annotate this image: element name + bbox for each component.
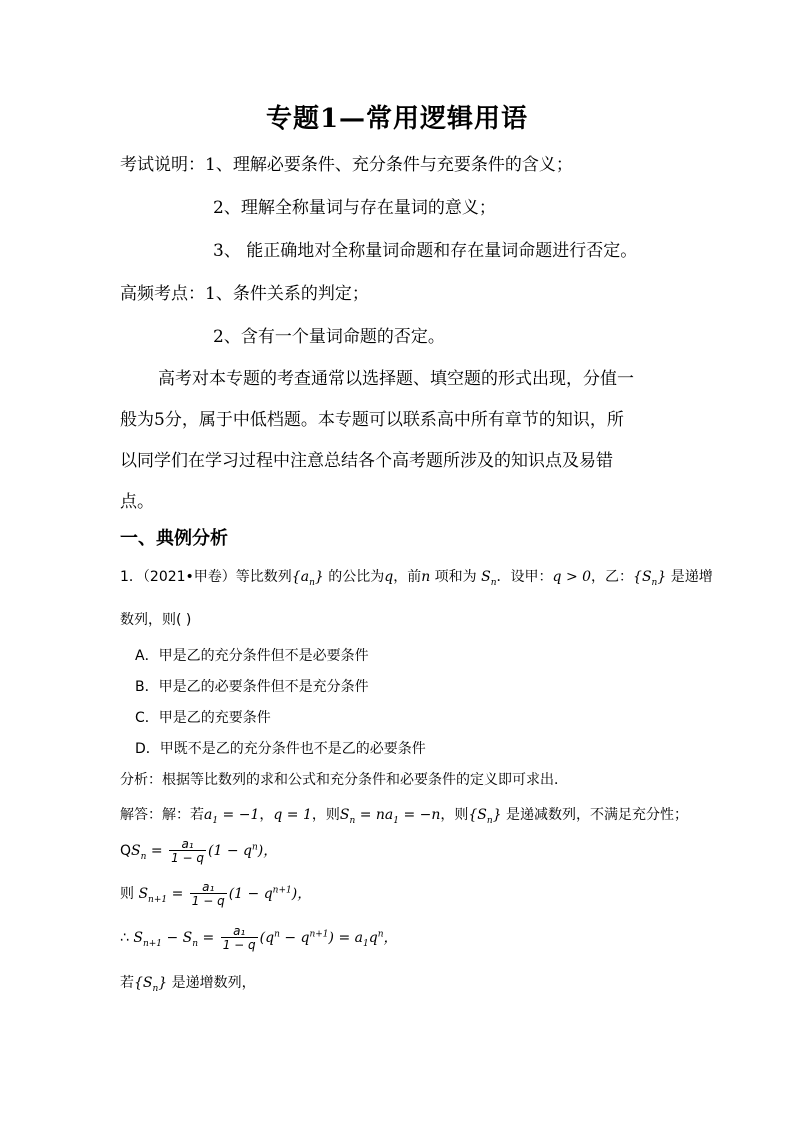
math-a1: $a_1 = -1$ — [204, 807, 260, 826]
formula-2: 则 $S_{n+1}$ = $\frac{\text{a₁}}{1 - q}$ $(1 - q^{n+1})$， — [120, 880, 312, 908]
question-text: 的公比为 — [323, 569, 385, 585]
intro-line: 般为5分，属于中低档题。本专题可以联系高中所有章节的知识，所 — [120, 410, 624, 430]
option-d: D．甲既不是乙的充分条件也不是乙的必要条件 — [135, 741, 426, 757]
question-text: ，前 — [393, 569, 422, 585]
solution-last-line: 若$\{S_n\}$ 是递增数列， — [120, 975, 256, 994]
math-cond-yi: $\{S_n\}$ — [633, 569, 667, 588]
math-sn: $S_n$ — [481, 569, 497, 588]
question-prefix: 1．（2021•甲卷）等比数列 — [120, 569, 292, 585]
question-text: ．设甲： — [496, 569, 553, 585]
high-freq-line-1 — [120, 279, 369, 304]
option-b: B．甲是乙的必要条件但不是充分条件 — [135, 679, 369, 695]
exam-desc-label: 考试说明： — [120, 155, 205, 175]
section-heading: 一、典例分析 — [120, 528, 228, 549]
solution-line: 解答：解：若$a_1 = -1$，q = 1，则$S_n = na_1 = -n$，则$\{S_n\}$ 是递减数列，不满足充分性； — [120, 807, 689, 826]
solution-intro: 解答：解：若 — [120, 807, 204, 823]
math-n: n — [421, 569, 431, 585]
question-text: 项和为 — [430, 569, 482, 585]
math-q: q — [384, 569, 394, 585]
option-a: A．甲是乙的充分条件但不是必要条件 — [135, 648, 369, 664]
fraction: $\frac{\text{a₁}}{1 - q}$ — [222, 924, 256, 952]
math-cond-jia: q > 0 — [552, 569, 592, 585]
math-sn-seq: $\{S_n\}$ — [134, 975, 168, 994]
exam-desc-line-1 — [120, 150, 573, 175]
question-text: 是递增 — [666, 569, 713, 585]
question-stem-line-2: 数列，则( ) — [120, 612, 192, 628]
intro-line: 高考对本专题的考查通常以选择题、填空题的形式出现，分值一 — [158, 369, 634, 389]
high-freq-item: 1、条件关系的判定； — [205, 284, 369, 304]
analysis-text: 分析：根据等比数列的求和公式和充分条件和必要条件的定义即可求出． — [120, 772, 568, 788]
exam-desc-line-2: 2、理解全称量词与存在量词的意义； — [213, 198, 496, 218]
high-freq-line-2: 2、含有一个量词命题的否定。 — [213, 327, 445, 347]
option-c: C．甲是乙的充要条件 — [135, 710, 271, 726]
intro-line: 以同学们在学习过程中注意总结各个高考题所涉及的知识点及易错 — [120, 451, 613, 471]
formula-1: $QS_n$ = $\frac{\text{a₁}}{1 - q}$ $(1 - q^n)$， — [120, 837, 278, 865]
fraction: $\frac{\text{a₁}}{1 - q}$ — [171, 837, 204, 865]
intro-line: 点。 — [120, 492, 154, 512]
exam-desc-line-3: 3、 能正确地对全称量词命题和存在量词命题进行否定。 — [213, 241, 638, 261]
page-title: 专题1—常用逻辑用语 — [265, 104, 529, 134]
formula-3: ∴ $S_{n+1} - S_n$ = $\frac{\text{a₁}}{1 - q}$ $(q^n - q^{n+1}) = a_1q^n$， — [120, 924, 398, 952]
math-seq: $\{a_n\}$ — [291, 569, 324, 588]
high-freq-label: 高频考点： — [120, 284, 205, 304]
solution-tail: 是递减数列，不满足充分性； — [501, 807, 689, 823]
math-q1: q = 1 — [273, 807, 312, 823]
math-sn-eq: $S_n = na_1 = -n$ — [339, 807, 441, 826]
question-stem-line-1 — [120, 566, 713, 588]
question-text: ，乙： — [591, 569, 634, 585]
math-sn-seq: $\{S_n\}$ — [468, 807, 502, 826]
exam-desc-item: 1、理解必要条件、充分条件与充要条件的含义； — [205, 155, 573, 175]
fraction: $\frac{\text{a₁}}{1 - q}$ — [191, 880, 225, 908]
